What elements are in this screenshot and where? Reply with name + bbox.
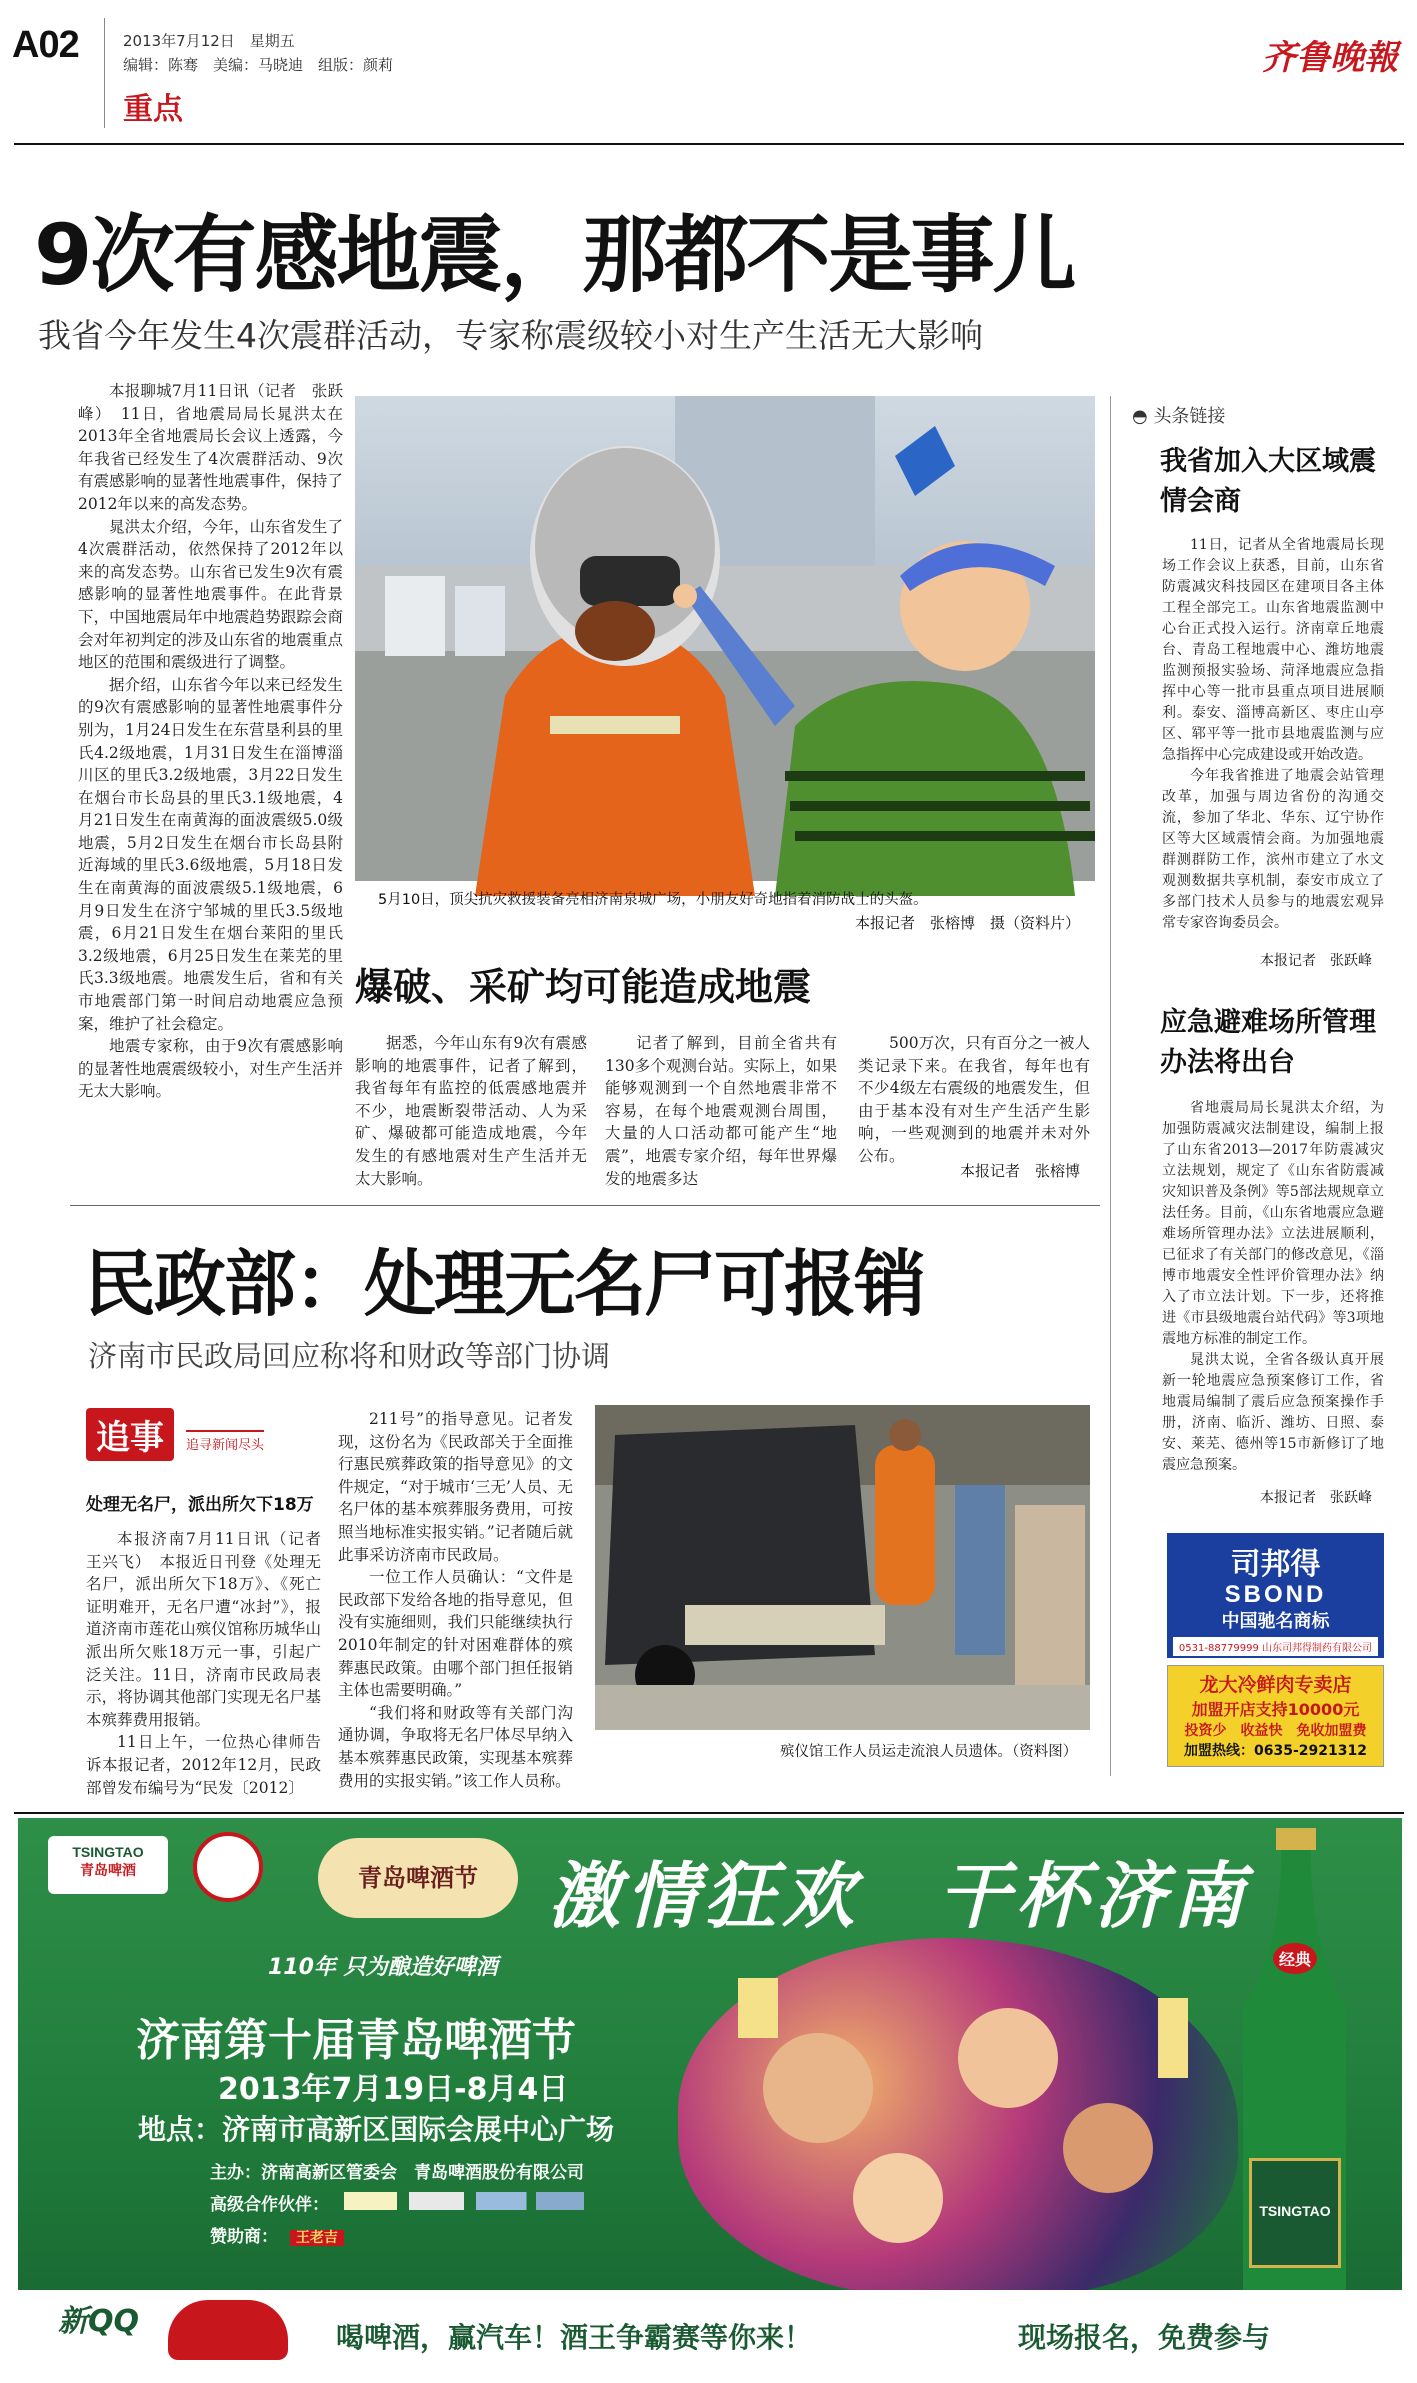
newspaper-logo: 齐鲁晚報 bbox=[1262, 38, 1398, 78]
tsingtao-logo-en: TSINGTAO bbox=[72, 1844, 144, 1860]
article-column: 500万次，只有百分之一被人类记录下来。在我省，每年也有不少4级左右震级的地震发生，但由于基本没有对生产生活产生影响，一些观测到的地震并未对外公布。 bbox=[858, 1034, 1090, 1165]
ad-longda[interactable] bbox=[1167, 1665, 1384, 1767]
byline: 本报记者 张跃峰 bbox=[1260, 953, 1372, 969]
photo-caption: 5月10日，顶尖抗灾救援装备亮相济南泉城广场，小朋友好奇地指着消防战士的头盔。 bbox=[378, 892, 928, 908]
partner-logos bbox=[344, 2192, 584, 2210]
ad-tsingtao-festival[interactable] bbox=[18, 1818, 1402, 2370]
ad-sbond-contact: 0531-88779999 山东司邦得制药有限公司 bbox=[1173, 1637, 1378, 1656]
beer-bottle bbox=[1243, 1828, 1348, 2368]
subhead-earthquake: 我省今年发生4次震群活动，专家称震级较小对生产生活无大影响 bbox=[38, 316, 983, 355]
headline-unnamed-corpse: 民政部：处理无名尸可报销 bbox=[84, 1242, 925, 1326]
sidebar-tag: ◓ 头条链接 bbox=[1132, 406, 1226, 427]
ad-longda-benefits: 投资少 收益快 免收加盟费 bbox=[1184, 1723, 1367, 1739]
sidebar-headline: 应急避难场所管理办法将出台 bbox=[1160, 1007, 1376, 1078]
ad-sbond[interactable] bbox=[1167, 1533, 1384, 1658]
headline-earthquake: 9次有感地震，那都不是事儿 bbox=[34, 206, 1075, 304]
photo-funeral-van bbox=[595, 1405, 1090, 1730]
festival-dates: 2013年7月19日-8月4日 bbox=[218, 2072, 569, 2107]
ad-register: 现场报名，免费参与 bbox=[1018, 2321, 1271, 2354]
bottle-label-brand: TSINGTAO bbox=[1249, 2158, 1341, 2268]
ad-longda-title: 龙大冷鲜肉专卖店 bbox=[1199, 1674, 1352, 1696]
editor-credits: 编辑：陈骞 美编：马晓迪 组版：颜莉 bbox=[123, 56, 394, 74]
article-column: 211号”的指导意见。记者发现，这份名为《民政部关于全面推行惠民殡葬政策的指导意见》的文件规定，“对于城市‘三无’人员、无名尸体的基本殡葬服务费用，可按照当地标准实报实销。”记者随后就此事采访济南市民政局。 一位工作人员确认：“文件是民政部下发给各地的指导意见，但没有实施细则，我们只能继续执行2010年制定的针对困难群体的殡葬惠民政策。由哪个部门担任报销主体也需要明确。” “我们将和财政等有关部门沟通协调，争取将无名尸体尽早纳入基本殡葬惠民政策，实现基本殡葬费用的实报实销。”该工作人员称。 bbox=[338, 1410, 573, 1790]
photo-credit: 本报记者 张榕博 摄（资料片） bbox=[854, 914, 1080, 932]
section-label: 重点 bbox=[123, 92, 183, 127]
article-column: 本报济南7月11日讯（记者 王兴飞） 本报近日刊登《处理无名尸，派出所欠下18万》、《死亡证明难开，无名尸遭“冰封”》，报道济南市莲花山殡仪馆称历城华山派出所欠账18万元一事，引起广泛关注。11日，济南市民政局表示，将协调其他部门实现无名尸基本殡葬费用报销。 11日上午，一位热心律师告诉本报记者，2012年12月，民政部曾发布编号为“民发〔2012〕 bbox=[86, 1530, 337, 1797]
byline: 本报记者 张跃峰 bbox=[1260, 1490, 1372, 1506]
festival-partners: 高级合作伙伴： bbox=[210, 2195, 329, 2215]
festival-place: 地点：济南市高新区国际会展中心广场 bbox=[138, 2113, 615, 2146]
car-brand: 新QQ bbox=[58, 2304, 140, 2339]
ad-sbond-brand: 司邦得 bbox=[1230, 1547, 1321, 1582]
subhead-unnamed-corpse: 济南市民政局回应称将和财政等部门协调 bbox=[88, 1339, 611, 1373]
article-column: 本报聊城7月11日讯（记者 张跃峰） 11日，省地震局局长晁洪太在2013年全省地震局长会议上透露，今年我省已经发生了4次震群活动、9次有震感影响的显著性地震事件，保持了2012年以来的高发态势。 晁洪太介绍，今年，山东省发生了4次震群活动，依然保持了2012年以来的高发态势。山东省已发生9次有震感影响的显著性地震事件。在此背景下，中国地震局年中地震趋势跟踪会商会对年初判定的涉及山东省的地震重点地区的范围和震级进行了调整。 据介绍，山东省今年以来已经发生的9次有震感影响的显著性地震事件分别为，1月24日发生在东营垦利县的里氏4.2级地震，1月31日发生在淄博淄川区的里氏3.2级地震，3月22日发生在烟台市长岛县的里氏3.1级地震，4月21日发生在南黄海的面波震级5.0级地震，5月2日发生在烟台市长岛县附近海域的里氏3.6级地震，5月18日发生在南黄海的面波震级5.1级地震，6月9日发生在济宁邹城的里氏3.5级地震，6月21日发生在烟台莱阳的里氏3.2级地震，6月25日发生在莱芜的里氏3.3级地震。地震发生后，省和有关市地震部门第一时间启动地震应急预案，维护了社会稳定。 地震专家称，由于9次有震感影响的显著性地震震级较小，对生产生活并无太大影响。 bbox=[78, 382, 343, 1101]
slogan-cheers-jinan: 激情狂欢 干杯济南 bbox=[548, 1853, 1251, 1938]
badge-subtitle: 追寻新闻尽头 bbox=[186, 1430, 264, 1453]
bottle-label-classic: 经典 bbox=[1273, 1943, 1317, 1974]
issue-date: 2013年7月12日 星期五 bbox=[123, 32, 295, 50]
subhead-blasting: 爆破、采矿均可能造成地震 bbox=[355, 965, 812, 1009]
party-collage bbox=[678, 1938, 1238, 2298]
ad-sbond-brand-en: SBOND bbox=[1224, 1581, 1327, 1608]
badge-title: 追事 bbox=[86, 1408, 174, 1461]
tsingtao-logo-cn: 青岛啤酒 bbox=[80, 1863, 136, 1879]
ad-sbond-slogan: 中国驰名商标 bbox=[1221, 1611, 1330, 1632]
article-column: 记者了解到，目前全省共有130多个观测台站。实际上，如果能够观测到一个自然地震非常不容易，在每个地震观测台周围，大量的人口活动都可能产生“地震”，地震专家介绍，每年世界爆发的地震多达 bbox=[605, 1034, 837, 1188]
sponsor-label: 赞助商： bbox=[210, 2227, 278, 2247]
festival-sponsor bbox=[210, 2222, 344, 2247]
festival-logo: 青岛啤酒节 bbox=[318, 1838, 518, 1918]
follow-up-badge bbox=[86, 1408, 316, 1468]
sidebar-article: 省地震局局长晁洪太介绍，为加强防震减灾法制建设，编制上报了山东省2013—2017年防震减灾立法规划，规定了《山东省防震减灾知识普及条例》等5部法规规章立法任务。目前，《山东省地震应急避难场所管理办法》立法进展顺利，已征求了有关部门的修改意见，《淄博市地震安全性评价管理办法》纳入了市立法计划。下一步，还将推进《市县级地震台站代码》等3项地震地方标准的制定工作。 晁洪太说，全省各级认真开展新一轮地震应急预案修订工作，省地震局编制了震后应急预案操作手册，济南、临沂、潍坊、日照、泰安、莱芜、德州等15市新修订了地震应急预案。 bbox=[1162, 1100, 1384, 1473]
festival-title: 济南第十届青岛啤酒节 bbox=[136, 2015, 576, 2066]
sidebar-headline: 我省加入大区域震情会商 bbox=[1160, 446, 1376, 517]
article-column: 据悉，今年山东有9次有震感影响的地震事件，记者了解到，我省每年有监控的低震感地震并不少，地震断裂带活动、人为采矿、爆破都可能造成地震，今年发生的有感地震对生产生活并无太大影响。 bbox=[355, 1034, 587, 1188]
festival-emblem bbox=[193, 1832, 263, 1902]
sponsor-name: 王老吉 bbox=[290, 2230, 344, 2246]
photo-caption: 殡仪馆工作人员运走流浪人员遗体。（资料图） bbox=[780, 1744, 1078, 1760]
photo-firefighter-child bbox=[355, 396, 1095, 881]
sidebar-article: 11日，记者从全省地震局长现场工作会议上获悉，目前，山东省防震减灾科技园区在建项目各主体工程全部完工。山东省地震监测中心台正式投入运行。济南章丘地震台、青岛工程地震中心、潍坊地震监测预报实验场、菏泽地震应急指挥中心等一批市县重点项目进展顺利。泰安、淄博高新区、枣庄山亭区、郓平等一批市县地震监测与应急指挥中心完成建设或开始改造。 今年我省推进了地震会站管理改革，加强与周边省份的沟通交流，参加了华北、华东、辽宁协作区等大区域震情会商。为加强地震群测群防工作，滨州市建立了水文观测数据共享机制，泰安市成立了多部门技术人员参与的地震宏观异常专家咨询委员会。 bbox=[1162, 537, 1384, 931]
follow-up-title: 处理无名尸，派出所欠下18万 bbox=[86, 1495, 314, 1515]
ad-tagline: 110年 只为酿造好啤酒 bbox=[268, 1955, 498, 1980]
car-image bbox=[168, 2300, 288, 2360]
tsingtao-logo bbox=[48, 1836, 168, 1894]
sidebar-tag-label: 头条链接 bbox=[1153, 406, 1226, 427]
ad-longda-tel: 加盟热线：0635-2921312 bbox=[1184, 1743, 1367, 1759]
page-number: A02 bbox=[12, 24, 79, 66]
ad-longda-support: 加盟开店支持10000元 bbox=[1191, 1700, 1360, 1719]
byline: 本报记者 张榕博 bbox=[959, 1162, 1080, 1180]
festival-host: 主办：济南高新区管委会 青岛啤酒股份有限公司 bbox=[210, 2163, 584, 2183]
ad-promo: 喝啤酒，赢汽车！酒王争霸赛等你来！ bbox=[336, 2321, 813, 2354]
